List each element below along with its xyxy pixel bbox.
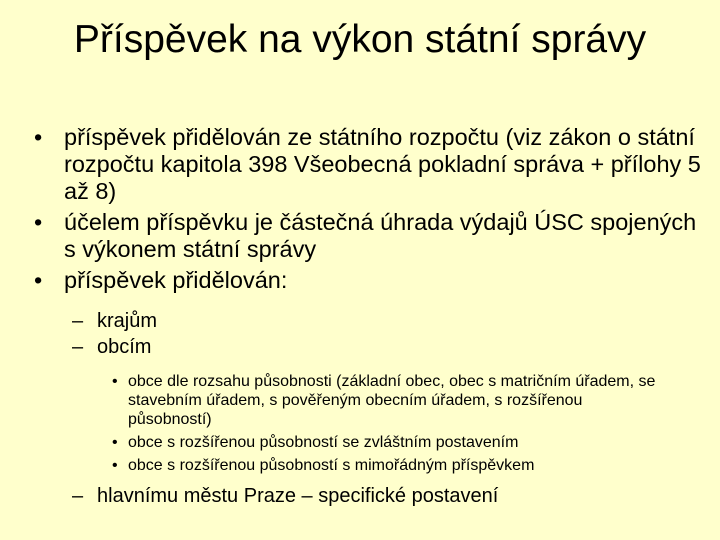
bullet-text: příspěvek přidělován:	[64, 267, 288, 293]
sub-item-prague	[0, 483, 720, 509]
sub-sub-item-special-status	[0, 433, 720, 452]
sub-sub-item-scope	[0, 372, 720, 429]
sub-item-text: hlavnímu městu Praze – specifické postavení	[97, 485, 499, 507]
sub-sub-item-text: obce s rozšířenou působností se zvláštním postavením	[128, 434, 519, 451]
bullet-marker: •	[112, 457, 118, 474]
bullet-marker: •	[112, 373, 118, 390]
bullet-marker: •	[34, 124, 43, 150]
sub-sub-item-text: obce dle rozsahu působnosti (základní obec, obec s matričním úřadem, se stavebním úřadem, s pověřeným obecním úřadem, s rozšířenou působností)	[128, 373, 656, 428]
sub-sub-item-list	[0, 372, 720, 475]
bullet-text: účelem příspěvku je částečná úhrada výdajů ÚSC spojených s výkonem státní správy	[64, 209, 697, 262]
sub-item-municipalities	[0, 334, 720, 360]
dash-marker: –	[72, 310, 84, 332]
sub-item-text: krajům	[97, 310, 158, 332]
bullet-marker: •	[112, 434, 118, 451]
sub-sub-item-extraordinary	[0, 456, 720, 475]
bullet-item-allocated	[0, 267, 720, 294]
bullet-item-purpose	[0, 209, 720, 263]
dash-marker: –	[72, 485, 84, 507]
slide-content	[0, 124, 720, 509]
bullet-marker: •	[34, 267, 43, 293]
sub-item-regions	[0, 308, 720, 334]
bullet-item-state-budget	[0, 124, 720, 205]
dash-marker: –	[72, 336, 84, 358]
bullet-text: příspěvek přidělován ze státního rozpočtu (viz zákon o státní rozpočtu kapitola 398 Všeobecná pokladní správa + přílohy 5 až 8)	[64, 124, 701, 204]
bullet-marker: •	[34, 209, 43, 235]
sub-sub-item-text: obce s rozšířenou působností s mimořádným příspěvkem	[128, 457, 535, 474]
sub-item-text: obcím	[97, 336, 152, 358]
slide-title: Příspěvek na výkon státní správy	[73, 18, 647, 61]
sub-item-list	[0, 308, 720, 360]
